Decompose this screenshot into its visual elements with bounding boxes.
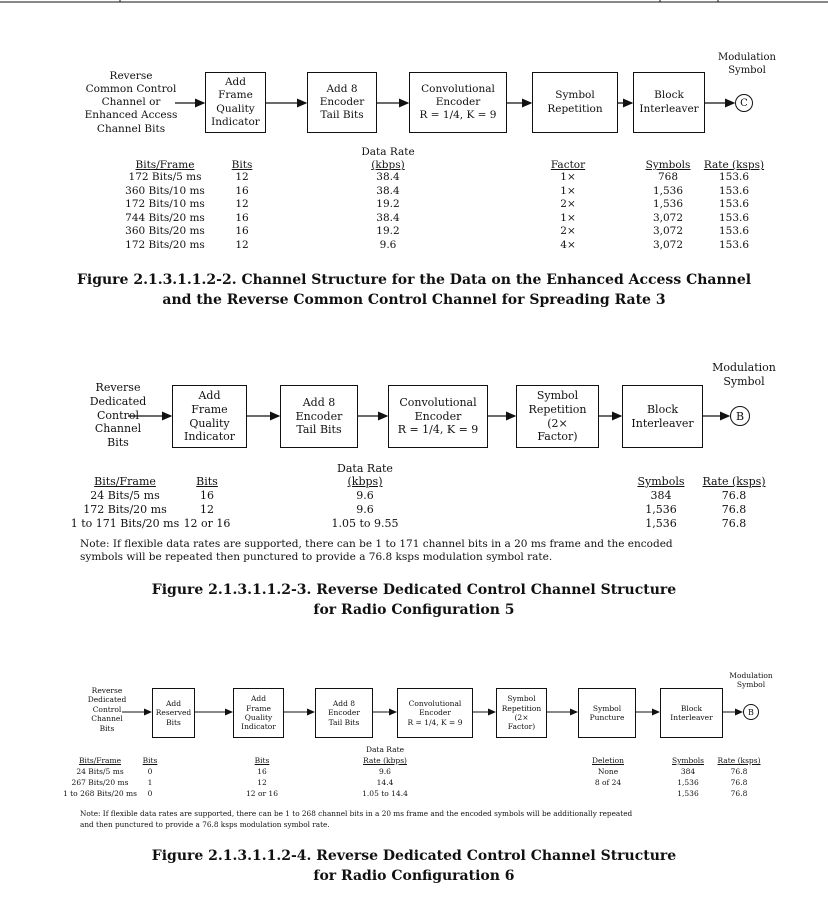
table-cell: 1,536 — [652, 198, 684, 211]
table-cell: 1× — [560, 184, 576, 197]
table-cell: 9.6 — [356, 489, 374, 502]
col-header: Symbols — [637, 475, 685, 488]
figure-3-caption-line1: Figure 2.1.3.1.1.2-4. Reverse Dedicated Control Channel Structure — [151, 848, 677, 864]
block-reserved-bits: Add Reserved Bits — [152, 688, 195, 738]
block-symbol-puncture: Symbol Puncture — [578, 688, 636, 738]
table-cell: 12 — [235, 171, 249, 183]
block-frame-quality: Add Frame Quality Indicator — [233, 688, 284, 738]
table-cell: 76.8 — [721, 516, 747, 530]
table-cell: 0 — [147, 767, 153, 776]
table-cell: 153.6 — [718, 225, 750, 238]
table-cell: 76.8 — [721, 502, 747, 516]
figure-3-note-line1: Note: If flexible data rates are supported, there can be 1 to 268 channel bits in a 20 ms frame and the encoded symbols will be additionally repeated — [80, 809, 633, 818]
table-cell: 384 — [650, 489, 672, 502]
table-cell: 2× — [560, 225, 576, 238]
table-cell: 12 — [257, 778, 267, 787]
table-cell: 3,072 — [652, 211, 684, 224]
table-cell: 1 — [147, 778, 153, 787]
block-interleaver: Block Interleaver — [633, 72, 705, 133]
table-cell: 153.6 — [718, 198, 750, 211]
col-header: Rate (kbps) — [363, 756, 407, 765]
col-header: Bits — [196, 475, 218, 488]
output-symbol: B — [730, 406, 750, 426]
table-cell: 172 Bits/20 ms — [83, 502, 167, 516]
figure-2-caption-line1: Figure 2.1.3.1.1.2-3. Reverse Dedicated Control Channel Structure — [151, 582, 677, 598]
figure-3-note-line2: and then punctured to provide a 76.8 ksps modulation symbol rate. — [80, 820, 330, 829]
table-cell: 12 — [235, 239, 249, 251]
table-cell: 1.05 to 14.4 — [362, 789, 408, 798]
col-header: (kbps) — [371, 159, 405, 171]
data-rate-label: Data Rate — [361, 146, 415, 158]
table-cell: 1,536 — [652, 184, 684, 197]
table-cell: 744 Bits/20 ms — [125, 211, 205, 224]
input-label: Reverse Dedicated Control Channel Bits — [87, 686, 127, 733]
block-encoder-tail: Add 8 Encoder Tail Bits — [307, 72, 377, 133]
table-cell: 4× — [560, 239, 576, 251]
block-frame-quality: Add Frame Quality Indicator — [205, 72, 266, 133]
col-header: Bits — [142, 756, 158, 765]
table-cell: 24 Bits/5 ms — [90, 489, 160, 502]
block-symbol-repetition: Symbol Repetition (2× Factor) — [496, 688, 547, 738]
table-cell: 12 — [200, 502, 214, 516]
table-cell: 38.4 — [376, 211, 400, 224]
block-interleaver: Block Interleaver — [622, 385, 703, 448]
table-cell: 14.4 — [376, 778, 394, 787]
block-conv-encoder: Convolutional Encoder R = 1/4, K = 9 — [409, 72, 507, 133]
col-header: Rate (ksps) — [703, 159, 765, 171]
output-label: Modulation Symbol — [718, 52, 776, 76]
table-cell: 0 — [147, 789, 153, 798]
figure-1-caption-line1: Figure 2.1.3.1.1.2-2. Channel Structure for the Data on the Enhanced Access Channel — [76, 272, 752, 288]
table-cell: 360 Bits/20 ms — [125, 225, 205, 238]
block-encoder-tail: Add 8 Encoder Tail Bits — [280, 385, 358, 448]
block-conv-encoder: Convolutional Encoder R = 1/4, K = 9 — [388, 385, 488, 448]
table-cell: 76.8 — [730, 767, 748, 776]
table-cell: 1 to 268 Bits/20 ms — [63, 789, 137, 798]
table-cell: 24 Bits/5 ms — [76, 767, 124, 776]
col-header: Rate (ksps) — [717, 756, 761, 765]
table-cell: 360 Bits/10 ms — [125, 184, 205, 197]
block-interleaver: Block Interleaver — [660, 688, 723, 738]
data-rate-label: Data Rate — [337, 462, 393, 475]
table-cell: 76.8 — [721, 489, 747, 502]
table-cell: 2× — [560, 198, 576, 211]
table-cell: 8 of 24 — [594, 778, 622, 787]
block-conv-encoder: Convolutional Encoder R = 1/4, K = 9 — [397, 688, 473, 738]
output-label: Modulation Symbol — [729, 671, 773, 690]
figure-3-caption-line2: for Radio Configuration 6 — [313, 868, 515, 884]
table-cell: 9.6 — [379, 239, 397, 251]
col-header: Bits — [231, 159, 253, 171]
col-header: Symbols — [645, 159, 691, 171]
table-cell: 76.8 — [730, 778, 748, 787]
block-symbol-repetition: Symbol Repetition — [532, 72, 618, 133]
table-cell: 153.6 — [718, 211, 750, 224]
table-cell: 172 Bits/5 ms — [128, 171, 202, 183]
table-cell: 267 Bits/20 ms — [71, 778, 129, 787]
table-cell: 16 — [257, 767, 267, 776]
col-header: Rate (ksps) — [702, 475, 766, 488]
output-symbol: B — [743, 704, 759, 720]
table-cell: 1,536 — [677, 778, 699, 787]
figure-2-caption-line2: for Radio Configuration 5 — [313, 602, 515, 618]
output-label: Modulation Symbol — [712, 361, 776, 388]
block-frame-quality: Add Frame Quality Indicator — [172, 385, 247, 448]
figure-1-caption-line2: and the Reverse Common Control Channel for Spreading Rate 3 — [162, 292, 666, 308]
table-cell: 1,536 — [677, 789, 699, 798]
table-cell: 768 — [657, 171, 679, 183]
col-header: Bits/Frame — [78, 756, 122, 765]
table-cell: 76.8 — [730, 789, 748, 798]
table-cell: 1× — [560, 171, 576, 183]
table-cell: None — [597, 767, 619, 776]
table-cell: 1,536 — [645, 516, 677, 530]
output-symbol: C — [735, 94, 753, 112]
col-header: Bits/Frame — [135, 159, 195, 171]
table-cell: 1 to 171 Bits/20 ms — [70, 516, 180, 530]
table-cell: 9.6 — [356, 502, 374, 516]
table-cell: 16 — [235, 211, 249, 224]
block-encoder-tail: Add 8 Encoder Tail Bits — [315, 688, 373, 738]
block-symbol-repetition: Symbol Repetition (2× Factor) — [516, 385, 599, 448]
table-cell: 153.6 — [718, 184, 750, 197]
col-header: Bits/Frame — [94, 475, 156, 488]
table-cell: 38.4 — [376, 184, 400, 197]
table-cell: 12 — [235, 198, 249, 211]
table-cell: 1.05 to 9.55 — [331, 516, 399, 530]
table-cell: 1,536 — [645, 502, 677, 516]
table-cell: 16 — [235, 184, 249, 197]
input-label: Reverse Dedicated Control Channel Bits — [89, 381, 147, 449]
table-cell: 19.2 — [376, 198, 400, 211]
figure-2-note-line1: Note: If flexible data rates are supported, there can be 1 to 171 channel bits in a 20 ms frame and the encoded — [80, 538, 673, 550]
table-cell: 153.6 — [718, 239, 750, 251]
data-rate-label: Data Rate — [365, 745, 405, 754]
table-cell: 12 or 16 — [183, 516, 231, 530]
table-cell: 12 or 16 — [246, 789, 278, 798]
col-header: Deletion — [591, 756, 625, 765]
table-cell: 19.2 — [376, 225, 400, 238]
table-cell: 3,072 — [652, 225, 684, 238]
table-cell: 16 — [200, 489, 214, 502]
table-cell: 153.6 — [718, 171, 750, 183]
table-cell: 38.4 — [376, 171, 400, 183]
table-cell: 172 Bits/10 ms — [125, 198, 205, 211]
table-cell: 1× — [560, 211, 576, 224]
table-cell: 9.6 — [379, 767, 391, 776]
figure-2-note-line2: symbols will be repeated then punctured to provide a 76.8 ksps modulation symbol rate. — [80, 551, 553, 563]
input-label: Reverse Common Control Channel or Enhanced Access Channel Bits — [84, 70, 178, 135]
table-cell: 172 Bits/20 ms — [125, 239, 205, 251]
table-cell: 16 — [235, 225, 249, 238]
col-header: Factor — [550, 159, 586, 171]
table-cell: 3,072 — [652, 239, 684, 251]
col-header: (kbps) — [347, 475, 383, 488]
table-cell: 384 — [680, 767, 696, 776]
col-header: Symbols — [671, 756, 705, 765]
col-header: Bits — [254, 756, 270, 765]
